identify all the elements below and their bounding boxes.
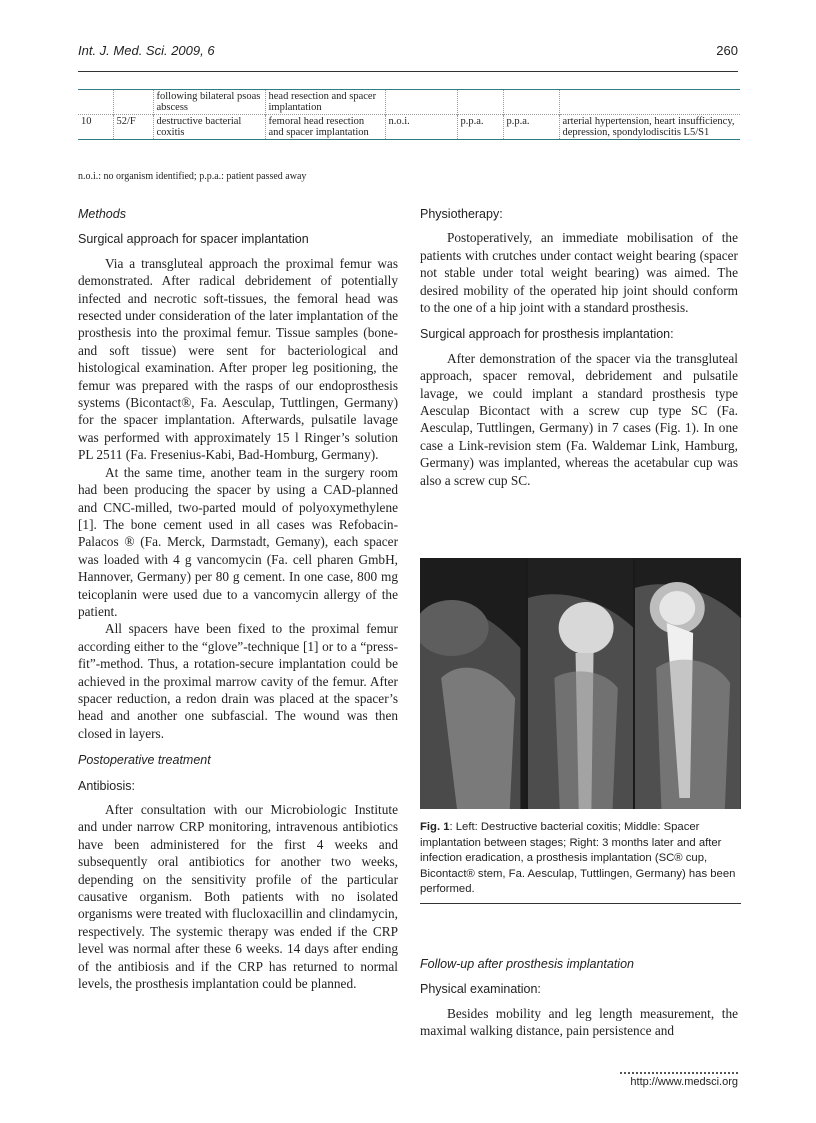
table-footnote: n.o.i.: no organism identified; p.p.a.: patient passed away	[78, 171, 307, 182]
caption-text: : Left: Destructive bacterial coxitis; Middle: Spacer implantation between stages; Right: 3 months later and after infection eradication, a prosthesis implantation (SC® cup, Bicontact® stem, Fa. Aesculap, Tuttlingen, Germany) has been performed.	[420, 821, 736, 895]
paragraph: All spacers have been fixed to the proximal femur according either to the “glove”-technique [1] or to a “press-fit”-method. Thus, a rotation-secure implantation could be achieved in the proximal marrow cavity of the femur. After spacer reduction, a redon drain was placed at the spacer’s head and another one subfascial. The wound was then closed in layers.	[78, 621, 398, 741]
cell-course2: p.p.a.	[503, 115, 559, 140]
cell-organism: n.o.i.	[385, 115, 457, 140]
cell-no: 10	[81, 116, 92, 127]
cell-comorbidity: arterial hypertension, heart insufficiency, depression, spondylodiscitis L5/S1	[559, 115, 740, 140]
xray-left-panel	[420, 558, 526, 809]
prosthesis-approach-heading: Surgical approach for prosthesis implantation:	[420, 327, 674, 342]
cell-no	[78, 90, 113, 115]
footer-url: http://www.medsci.org	[630, 1076, 738, 1088]
postop-heading: Postoperative treatment	[78, 753, 211, 768]
continued-table	[78, 90, 740, 140]
spacer-approach-heading: Surgical approach for spacer implantation	[78, 232, 309, 247]
physical-exam-heading: Physical examination:	[420, 982, 541, 997]
cell-comorbidity	[559, 90, 740, 115]
xray-right-panel	[635, 558, 741, 809]
paragraph: Besides mobility and leg length measurement, the maximal walking distance, pain persistence and	[420, 1005, 738, 1039]
caption-label: Fig. 1	[420, 821, 450, 833]
paragraph: Via a transgluteal approach the proximal femur was demonstrated. After radical debridement of potentially infected and necrotic soft-tissues, the femoral head was resected under consideration of the later implantation of the prosthesis into the proximal femur. Tissue samples (bone- and soft tissue) were sent for bacteriological and histological examination. After proper leg positioning, the femur was prepared with the rasps of our endoprosthesis systems (Bicontact®, Fa. Aesculap, Tuttlingen, Germany) for the spacer implantation. Afterwards, pulsatile lavage was performed with approximately 15 l Ringer’s solution PL 2511 (Fa. Fresenius-Kabi, Bad-Homburg, Germany).	[78, 255, 398, 463]
cell-agesex	[113, 90, 153, 115]
figure-xray	[420, 558, 741, 809]
paragraph: At the same time, another team in the surgery room had been producing the spacer by using a CAD-planned and CNC-milled, two-parted mould of polyoxymethylene [1]. The bone cement used in all cases was Refobacin-Palacos ® (Fa. Merck, Darmstadt, Gemany), each spacer was loaded with 4 g vancomycin (Fa. cell pharen GmbH, Hannover, Germany) per 80 g cement. In one case, 800 mg teicoplanin were used due to a vancomycin allergy of the patient.	[78, 464, 398, 619]
paragraph: Postoperatively, an immediate mobilisation of the patients with crutches under contact weight bearing (spacer not stable under total weight bearing) was aimed. The desired mobility of the operated hip joint should conform to the one of a hip joint with a standard prosthesis.	[420, 230, 738, 316]
cell-organism	[385, 90, 457, 115]
methods-heading: Methods	[78, 207, 126, 221]
antibiosis-heading: Antibiosis:	[78, 778, 135, 793]
table-row	[78, 115, 740, 140]
figure-caption	[420, 820, 738, 898]
right-column	[420, 206, 738, 489]
table-row	[78, 90, 740, 115]
cell-course2	[503, 90, 559, 115]
paragraph: After consultation with our Microbiologic Institute and under narrow CRP monitoring, intravenous antibiotics have been administered for the first 4 weeks and subsequently oral antibiotics for another two weeks, depending on the sensitivity profile of the particular causative organism. Both patients with no isolated organisms were treated with flucloxacillin and clindamycin, respectively. The systemic therapy was ended if the CRP level was normal after these 6 weeks. 14 days after ending of the antibiosis and if the CRP has returned to normal levels, the prosthesis implantation could be planned.	[78, 802, 398, 992]
left-column	[78, 206, 398, 992]
footer-rule	[620, 1072, 738, 1074]
cell-agesex: 52/F	[113, 115, 153, 140]
followup-heading: Follow-up after prosthesis implantation	[420, 957, 634, 971]
page-number: 260	[716, 43, 738, 58]
xray-middle-panel	[528, 558, 634, 809]
physiotherapy-heading: Physiotherapy:	[420, 207, 503, 221]
caption-rule	[420, 903, 741, 904]
cell-course1	[457, 90, 503, 115]
cell-surgery: head resection and spacer implantation	[265, 90, 385, 115]
cell-diagnosis: destructive bacterial coxitis	[153, 115, 265, 140]
right-column-lower	[420, 956, 738, 1040]
cell-diagnosis: following bilateral psoas abscess	[153, 90, 265, 115]
journal-header: Int. J. Med. Sci. 2009, 6	[78, 43, 215, 58]
cell-surgery: femoral head resection and spacer implantation	[265, 115, 385, 140]
cell-course1: p.p.a.	[457, 115, 503, 140]
paragraph: After demonstration of the spacer via the transgluteal approach, spacer removal, debridement and pulsatile lavage, we could implant a standard prosthesis type Aesculap Bicontact with a screw cup type SC (Fa. Aesculap, Tuttlingen, Germany) in 7 cases (Fig. 1). In one case a Link-revision stem (Fa. Waldemar Link, Hamburg, Germany) was implanted, whereas the acetabular cup was also a screw cup SC.	[420, 350, 738, 488]
header-rule	[78, 71, 738, 72]
